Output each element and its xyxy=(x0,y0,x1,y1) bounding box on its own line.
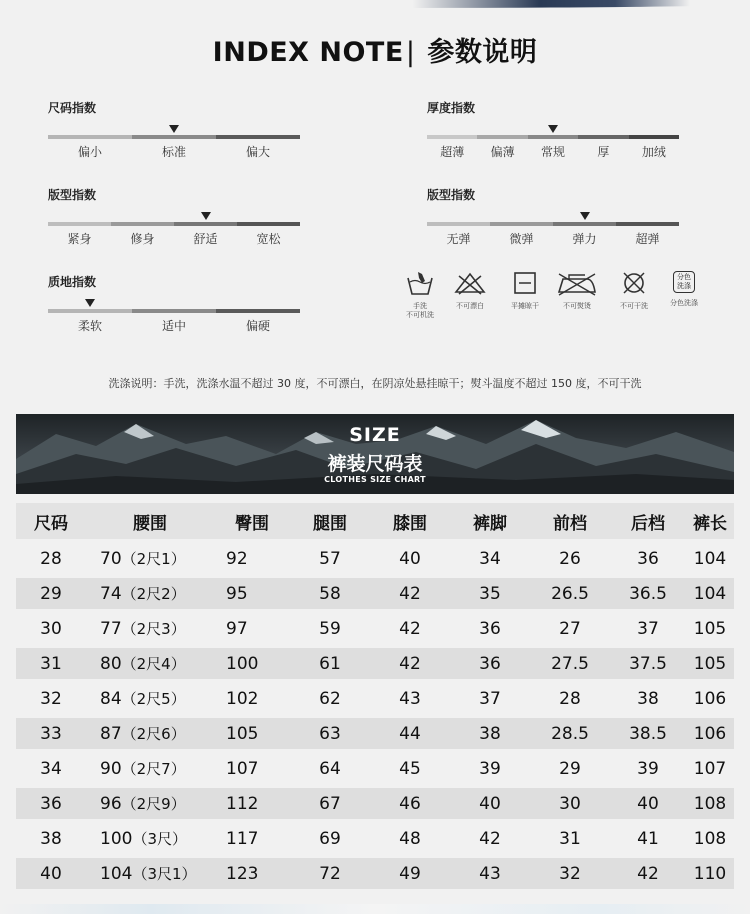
banner-title: 裤装尺码表 xyxy=(327,453,423,475)
index-label: 版型指数 xyxy=(427,188,476,202)
title-separator: | xyxy=(405,37,416,68)
measurement-cell: 42 xyxy=(370,574,450,609)
size-index xyxy=(48,99,300,160)
index-option: 偏硬 xyxy=(245,319,270,333)
waist-chi: （2尺4） xyxy=(121,655,186,673)
measurement-cell: 63 xyxy=(290,714,370,749)
size-cell: 29 xyxy=(16,574,86,609)
thickness-index xyxy=(427,99,679,160)
care-caption: 手洗 不可机洗 xyxy=(406,302,434,319)
table-row xyxy=(16,714,734,749)
index-options xyxy=(48,230,300,247)
index-bar xyxy=(48,309,300,313)
index-bar xyxy=(427,135,679,139)
measurement-cell: 72 xyxy=(290,854,370,889)
waist-cm: 74 xyxy=(100,584,122,604)
measurement-cell: 105 xyxy=(686,644,734,679)
measurement-cell: 32 xyxy=(530,854,610,889)
index-options xyxy=(48,317,300,334)
measurement-cell: 67 xyxy=(290,784,370,819)
measurement-cell: 38 xyxy=(610,679,686,714)
index-segment xyxy=(174,222,237,226)
waist-cell xyxy=(86,854,214,889)
measurement-cell: 38 xyxy=(450,714,530,749)
index-bar xyxy=(427,222,679,226)
index-options xyxy=(427,230,679,247)
index-option: 柔软 xyxy=(77,319,102,333)
care-caption: 不可熨烫 xyxy=(563,302,591,310)
measurement-cell: 59 xyxy=(290,609,370,644)
measurement-cell: 104 xyxy=(686,574,734,609)
size-table-body xyxy=(16,539,734,889)
no-bleach-icon xyxy=(453,270,487,296)
size-chart-banner xyxy=(16,414,734,494)
table-row xyxy=(16,819,734,854)
index-option: 适中 xyxy=(161,319,186,333)
no-dry-clean-icon xyxy=(619,270,649,296)
waist-cell xyxy=(86,574,214,609)
measurement-cell: 26 xyxy=(530,539,610,574)
measurement-cell: 105 xyxy=(214,714,290,749)
waist-cell xyxy=(86,539,214,574)
index-label: 尺码指数 xyxy=(48,101,97,115)
measurement-cell: 39 xyxy=(450,749,530,784)
separate-wash-icon: 分色 洗涤 xyxy=(673,271,695,293)
banner-size: SIZE xyxy=(349,424,401,446)
measurement-cell: 110 xyxy=(686,854,734,889)
index-segment xyxy=(48,309,132,313)
index-segment xyxy=(528,135,578,139)
index-segment xyxy=(477,135,527,139)
wash-instructions: 洗涤说明：手洗，洗涤水温不超过 30 度，不可漂白，在阴凉处悬挂晾干；熨斗温度不超过 150 度，不可干洗 xyxy=(108,377,642,390)
title-zh: 参数说明 xyxy=(427,37,538,68)
column-header: 裤脚 xyxy=(450,503,530,539)
index-option: 宽松 xyxy=(256,232,281,246)
page-title xyxy=(0,30,750,69)
measurement-cell: 36.5 xyxy=(610,574,686,609)
index-marker xyxy=(169,125,179,133)
measurement-cell: 39 xyxy=(610,749,686,784)
measurement-cell: 27.5 xyxy=(530,644,610,679)
measurement-cell: 42 xyxy=(610,854,686,889)
waist-cm: 90 xyxy=(100,759,122,779)
waist-cm: 77 xyxy=(100,619,122,639)
size-cell: 38 xyxy=(16,819,86,854)
index-bar xyxy=(48,135,300,139)
waist-cm: 84 xyxy=(100,689,122,709)
measurement-cell: 37 xyxy=(610,609,686,644)
waist-cm: 87 xyxy=(100,724,122,744)
index-option: 无弹 xyxy=(446,232,471,246)
index-option: 微弹 xyxy=(509,232,534,246)
care-caption: 分色洗涤 xyxy=(670,299,698,307)
stretch-index xyxy=(427,186,679,247)
index-option: 紧身 xyxy=(67,232,92,246)
index-option: 加绒 xyxy=(641,145,666,159)
measurement-cell: 31 xyxy=(530,819,610,854)
waist-cell xyxy=(86,679,214,714)
index-bar xyxy=(48,222,300,226)
measurement-cell: 92 xyxy=(214,539,290,574)
column-header: 腿围 xyxy=(290,503,370,539)
measurement-cell: 95 xyxy=(214,574,290,609)
waist-cm: 100 xyxy=(100,829,133,849)
index-option: 标准 xyxy=(161,145,186,159)
waist-chi: （2尺2） xyxy=(121,585,186,603)
measurement-cell: 34 xyxy=(450,539,530,574)
measurement-cell: 43 xyxy=(450,854,530,889)
measurement-cell: 27 xyxy=(530,609,610,644)
waist-chi: （3尺1） xyxy=(132,865,197,883)
care-item xyxy=(501,270,549,311)
measurement-cell: 40 xyxy=(610,784,686,819)
table-row xyxy=(16,609,734,644)
index-segment xyxy=(132,309,216,313)
measurement-cell: 41 xyxy=(610,819,686,854)
measurement-cell: 43 xyxy=(370,679,450,714)
measurement-cell: 38.5 xyxy=(610,714,686,749)
waist-cell xyxy=(86,784,214,819)
measurement-cell: 37 xyxy=(450,679,530,714)
index-segment xyxy=(48,222,111,226)
index-option: 厚 xyxy=(597,145,610,159)
fit-index xyxy=(48,186,300,247)
care-item xyxy=(446,270,494,311)
waist-chi: （2尺7） xyxy=(121,760,186,778)
measurement-cell: 28 xyxy=(530,679,610,714)
care-caption: 不可漂白 xyxy=(456,302,484,310)
care-caption: 不可干洗 xyxy=(620,302,648,310)
index-segment xyxy=(427,135,477,139)
index-options xyxy=(427,143,679,160)
measurement-cell: 106 xyxy=(686,679,734,714)
care-item xyxy=(396,270,444,320)
size-cell: 32 xyxy=(16,679,86,714)
measurement-cell: 28.5 xyxy=(530,714,610,749)
table-row xyxy=(16,854,734,889)
measurement-cell: 36 xyxy=(610,539,686,574)
index-option: 修身 xyxy=(130,232,155,246)
index-label: 质地指数 xyxy=(48,275,97,289)
measurement-cell: 40 xyxy=(370,539,450,574)
measurement-cell: 44 xyxy=(370,714,450,749)
care-item xyxy=(553,270,601,311)
line-dry-icon xyxy=(512,270,538,296)
measurement-cell: 48 xyxy=(370,819,450,854)
waist-cell xyxy=(86,749,214,784)
index-segment xyxy=(427,222,490,226)
table-row xyxy=(16,784,734,819)
texture-index xyxy=(48,273,300,334)
measurement-cell: 62 xyxy=(290,679,370,714)
measurement-cell: 108 xyxy=(686,784,734,819)
waist-cell xyxy=(86,714,214,749)
waist-cm: 80 xyxy=(100,654,122,674)
top-decoration xyxy=(0,0,750,8)
index-marker xyxy=(548,125,558,133)
measurement-cell: 97 xyxy=(214,609,290,644)
waist-chi: （2尺5） xyxy=(121,690,186,708)
measurement-cell: 30 xyxy=(530,784,610,819)
index-option: 舒适 xyxy=(193,232,218,246)
column-header: 膝围 xyxy=(370,503,450,539)
care-item xyxy=(610,270,658,311)
measurement-cell: 49 xyxy=(370,854,450,889)
column-header: 后档 xyxy=(610,503,686,539)
index-label: 版型指数 xyxy=(48,188,97,202)
waist-chi: （2尺1） xyxy=(121,550,186,568)
measurement-cell: 42 xyxy=(370,609,450,644)
table-row xyxy=(16,644,734,679)
table-row xyxy=(16,539,734,574)
index-segment xyxy=(578,135,628,139)
measurement-cell: 112 xyxy=(214,784,290,819)
index-option: 偏大 xyxy=(245,145,270,159)
size-cell: 33 xyxy=(16,714,86,749)
size-cell: 34 xyxy=(16,749,86,784)
index-segment xyxy=(553,222,616,226)
measurement-cell: 69 xyxy=(290,819,370,854)
index-option: 偏小 xyxy=(77,145,102,159)
measurement-cell: 107 xyxy=(686,749,734,784)
index-option: 超弹 xyxy=(635,232,660,246)
index-segment xyxy=(48,135,132,139)
waist-chi: （2尺9） xyxy=(121,795,186,813)
measurement-cell: 106 xyxy=(686,714,734,749)
measurement-cell: 100 xyxy=(214,644,290,679)
column-header: 臀围 xyxy=(214,503,290,539)
index-segment xyxy=(132,135,216,139)
measurement-cell: 58 xyxy=(290,574,370,609)
index-option: 弹力 xyxy=(572,232,597,246)
measurement-cell: 107 xyxy=(214,749,290,784)
index-segment xyxy=(629,135,679,139)
care-caption: 平摊晾干 xyxy=(511,302,539,310)
index-label: 厚度指数 xyxy=(427,101,476,115)
index-marker xyxy=(85,299,95,307)
column-header: 腰围 xyxy=(86,503,214,539)
measurement-cell: 35 xyxy=(450,574,530,609)
no-iron-icon xyxy=(555,270,599,296)
waist-chi: （2尺6） xyxy=(121,725,186,743)
size-cell: 36 xyxy=(16,784,86,819)
size-cell: 30 xyxy=(16,609,86,644)
table-row xyxy=(16,749,734,784)
measurement-cell: 117 xyxy=(214,819,290,854)
waist-cell xyxy=(86,644,214,679)
waist-cell xyxy=(86,819,214,854)
waist-cm: 104 xyxy=(100,864,133,884)
measurement-cell: 29 xyxy=(530,749,610,784)
index-segment xyxy=(216,135,300,139)
column-header: 尺码 xyxy=(16,503,86,539)
index-options xyxy=(48,143,300,160)
table-row xyxy=(16,574,734,609)
care-item xyxy=(660,270,708,308)
column-header: 裤长 xyxy=(686,503,734,539)
size-cell: 40 xyxy=(16,854,86,889)
table-row xyxy=(16,679,734,714)
size-cell: 31 xyxy=(16,644,86,679)
index-option: 超薄 xyxy=(440,145,465,159)
measurement-cell: 104 xyxy=(686,539,734,574)
column-header: 前档 xyxy=(530,503,610,539)
index-segment xyxy=(490,222,553,226)
measurement-cell: 61 xyxy=(290,644,370,679)
table-header-row xyxy=(16,503,734,539)
bottom-decoration xyxy=(0,904,750,914)
measurement-cell: 40 xyxy=(450,784,530,819)
waist-chi: （3尺） xyxy=(132,830,187,848)
measurement-cell: 64 xyxy=(290,749,370,784)
index-segment xyxy=(216,309,300,313)
measurement-cell: 36 xyxy=(450,644,530,679)
care-icons xyxy=(396,270,716,330)
measurement-cell: 42 xyxy=(450,819,530,854)
measurement-cell: 102 xyxy=(214,679,290,714)
measurement-cell: 42 xyxy=(370,644,450,679)
waist-chi: （2尺3） xyxy=(121,620,186,638)
index-segment xyxy=(237,222,300,226)
title-en: INDEX NOTE xyxy=(212,37,404,68)
measurement-cell: 57 xyxy=(290,539,370,574)
hand-wash-icon xyxy=(405,270,435,296)
waist-cell xyxy=(86,609,214,644)
index-option: 常规 xyxy=(541,145,566,159)
index-segment xyxy=(111,222,174,226)
index-segment xyxy=(616,222,679,226)
size-cell: 28 xyxy=(16,539,86,574)
measurement-cell: 26.5 xyxy=(530,574,610,609)
size-table xyxy=(16,503,734,889)
index-marker xyxy=(580,212,590,220)
waist-cm: 70 xyxy=(100,549,122,569)
measurement-cell: 46 xyxy=(370,784,450,819)
measurement-cell: 36 xyxy=(450,609,530,644)
measurement-cell: 123 xyxy=(214,854,290,889)
banner-subtitle: CLOTHES SIZE CHART xyxy=(324,475,426,484)
index-marker xyxy=(201,212,211,220)
measurement-cell: 108 xyxy=(686,819,734,854)
measurement-cell: 105 xyxy=(686,609,734,644)
measurement-cell: 45 xyxy=(370,749,450,784)
measurement-cell: 37.5 xyxy=(610,644,686,679)
waist-cm: 96 xyxy=(100,794,122,814)
index-option: 偏薄 xyxy=(490,145,515,159)
